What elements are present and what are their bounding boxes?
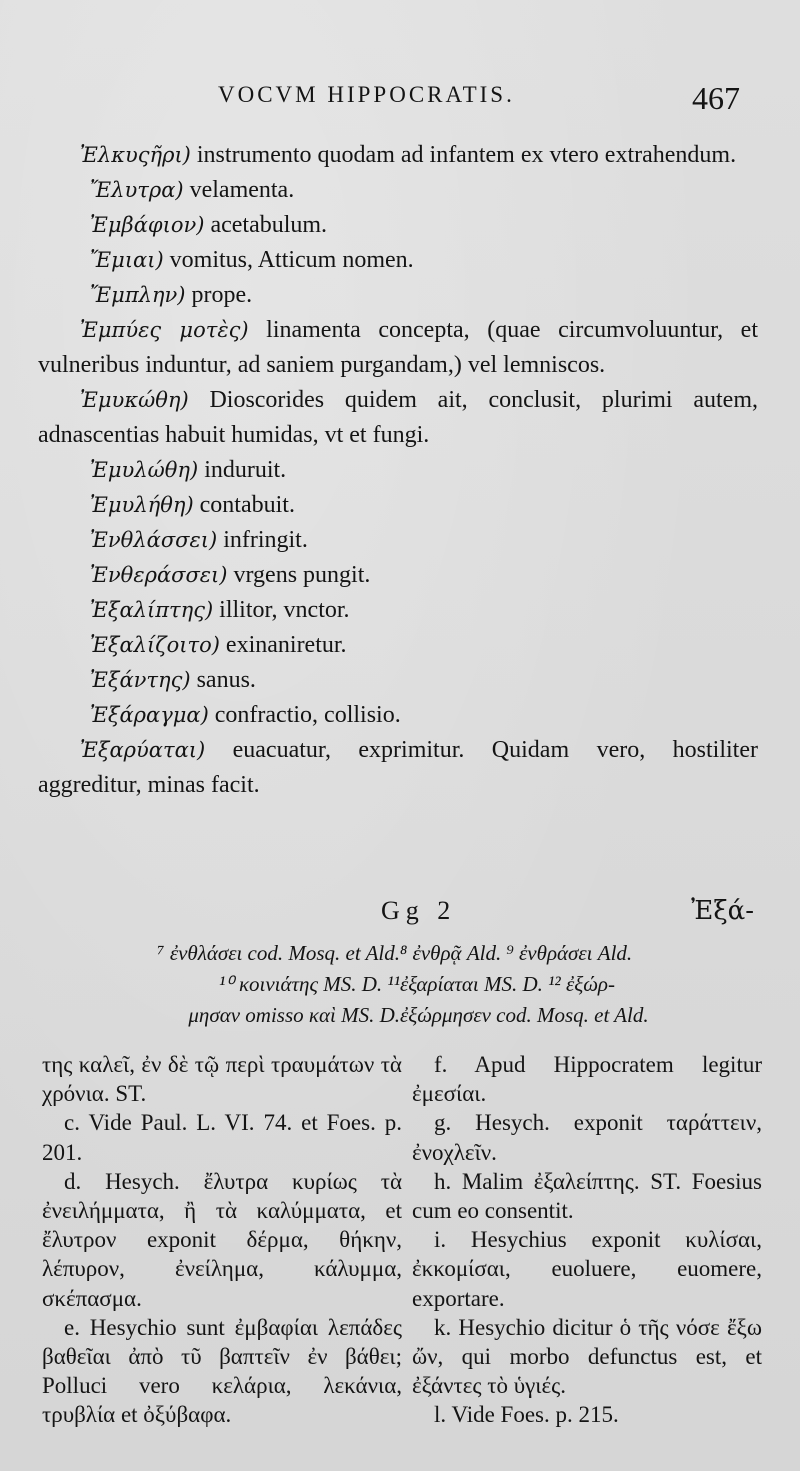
entry-definition: Dioscorides quidem ait, conclusit, plurimi autem, adnascentias habuit humidas, vt et fungi. [38,387,758,448]
variant-note: ἐξαρίαται MS. D. ¹² ἐξώρ- [400,972,615,996]
commentary-note: c. Vide Paul. L. VI. 74. et Foes. p. 201. [42,1110,402,1165]
entry-headword: Ἐξάραγμα) [90,703,209,727]
running-title: VOCVM HIPPOCRATIS. [218,82,515,107]
variant-note: μησαν omisso καὶ MS. D. [188,1003,400,1027]
entry-definition: linamenta concepta, (quae circumvoluuntur, et vulneribus induntur, ad saniem purgandam,) vel lemniscos. [38,317,759,378]
entry-headword: Ἔμπλην) [90,283,186,307]
variant-note: ¹⁰ κοινιάτης MS. D. ¹¹ [218,972,400,996]
page-header [0,80,800,120]
entry-headword: Ἐνθλάσσει) [90,528,218,552]
page-number: 467 [692,80,740,116]
entry-headword: Ἐξάντης) [90,668,191,692]
entry-definition: confractio, collisio. [208,702,401,728]
entry-definition: exinaniretur. [219,632,347,658]
commentary-note: i. Hesychius exponit κυλίσαι, ἐκκομίσαι, euoluere, euomere, exportare. [412,1227,762,1311]
entry-definition: sanus. [190,667,256,693]
commentary-note: f. Apud Hippocratem legitur ἐμεσίαι. [412,1052,762,1107]
glossary-entry [38,278,758,313]
glossary-entry [38,488,758,523]
commentary-note: k. Hesychio dicitur ὁ τῆς νόσε ἔξω ὤν, qui morbo defunctus est, et ἐξάντες τὸ ὑγιές. [412,1314,762,1399]
variant-note: ἐξώρμησεν cod. Mosq. et Ald. [400,1003,649,1027]
entry-definition: instrumento quodam ad infantem ex vtero extrahendum. [190,142,737,168]
glossary-entry [38,628,758,663]
entry-headword: Ἐμβάφιον) [90,213,205,237]
entry-headword: Ἐμπύες μοτὲς) [80,318,249,342]
glossary-entry [38,173,758,208]
glossary-entry [38,383,758,453]
commentary-note: της καλεῖ, ἐν δὲ τῷ περὶ τραυμάτων τὰ χρόνια. ST. [42,1052,402,1107]
entry-headword: Ἔμιαι) [90,248,164,272]
glossary-entries [38,138,758,803]
glossary-entry [38,313,758,383]
variant-footnotes-left [40,938,400,1031]
variant-note: ⁷ ἐνθλάσει cod. Mosq. et Ald. [157,941,400,965]
glossary-entry [38,593,758,628]
entry-definition: illitor, vnctor. [213,597,350,623]
variant-note: ⁸ ἐνθρᾷ Ald. ⁹ ἐνθράσει Ald. [400,941,633,965]
entry-headword: Ἐμυλώθη) [90,458,199,482]
entry-definition: infringit. [217,527,308,553]
glossary-entry [38,733,758,803]
entry-headword: Ἐξαλίπτης) [90,598,214,622]
entry-definition: euacuatur, exprimitur. Quidam vero, hostiliter aggreditur, minas facit. [38,737,758,798]
entry-definition: contabuit. [193,492,295,518]
entry-definition: vomitus, Atticum nomen. [163,247,414,273]
glossary-entry [38,558,758,593]
entry-headword: Ἐλκυςῆρι) [80,143,191,167]
entry-definition: acetabulum. [204,212,328,238]
glossary-entry [38,523,758,558]
glossary-entry [38,138,758,173]
variant-footnotes-right [400,938,760,1031]
entry-headword: Ἐξαρύαται) [80,738,206,762]
entry-definition: vrgens pungit. [227,562,371,588]
entry-definition: prope. [185,282,253,308]
entry-headword: Ἔλυτρα) [90,178,184,202]
entry-headword: Ἐξαλίζοιτο) [90,633,220,657]
commentary-notes-left [42,1050,402,1430]
glossary-entry [38,698,758,733]
entry-headword: Ἐνθεράσσει) [90,563,228,587]
catchword: Ἐξά- [691,896,754,926]
signature-mark: Gg 2 [381,896,457,925]
glossary-entry [38,243,758,278]
entry-headword: Ἐμυκώθη) [80,388,189,412]
commentary-note: e. Hesychio sunt ἐμβαφίαι λεπάδες βαθεῖαι ἀπὸ τῦ βαπτεῖν ἐν βάθει; Polluci vero κελάρια, λεκάνια, τρυβλία et ὀξύβαφα. [42,1314,402,1428]
commentary-note: g. Hesych. exponit ταράττειν, ἐνοχλεῖν. [412,1110,762,1165]
entry-definition: velamenta. [183,177,295,203]
commentary-notes-right [412,1050,762,1430]
commentary-note: d. Hesych. ἔλυτρα κυρίως τὰ ἐνειλήμματα, ἢ τὰ καλύμματα, et ἔλυτρον exponit δέρμα, θήκην, λέπυρον, ἐνείλημα, κάλυμμα, σκέπασμα. [42,1168,402,1311]
glossary-entry [38,663,758,698]
commentary-note: l. Vide Foes. p. 215. [434,1402,619,1428]
glossary-entry [38,453,758,488]
signature-line [38,896,758,932]
entry-definition: induruit. [198,457,287,483]
commentary-note: h. Malim ἐξαλείπτης. ST. Foesius cum eo consentit. [412,1168,762,1224]
entry-headword: Ἐμυλήθη) [90,493,194,517]
glossary-entry [38,208,758,243]
